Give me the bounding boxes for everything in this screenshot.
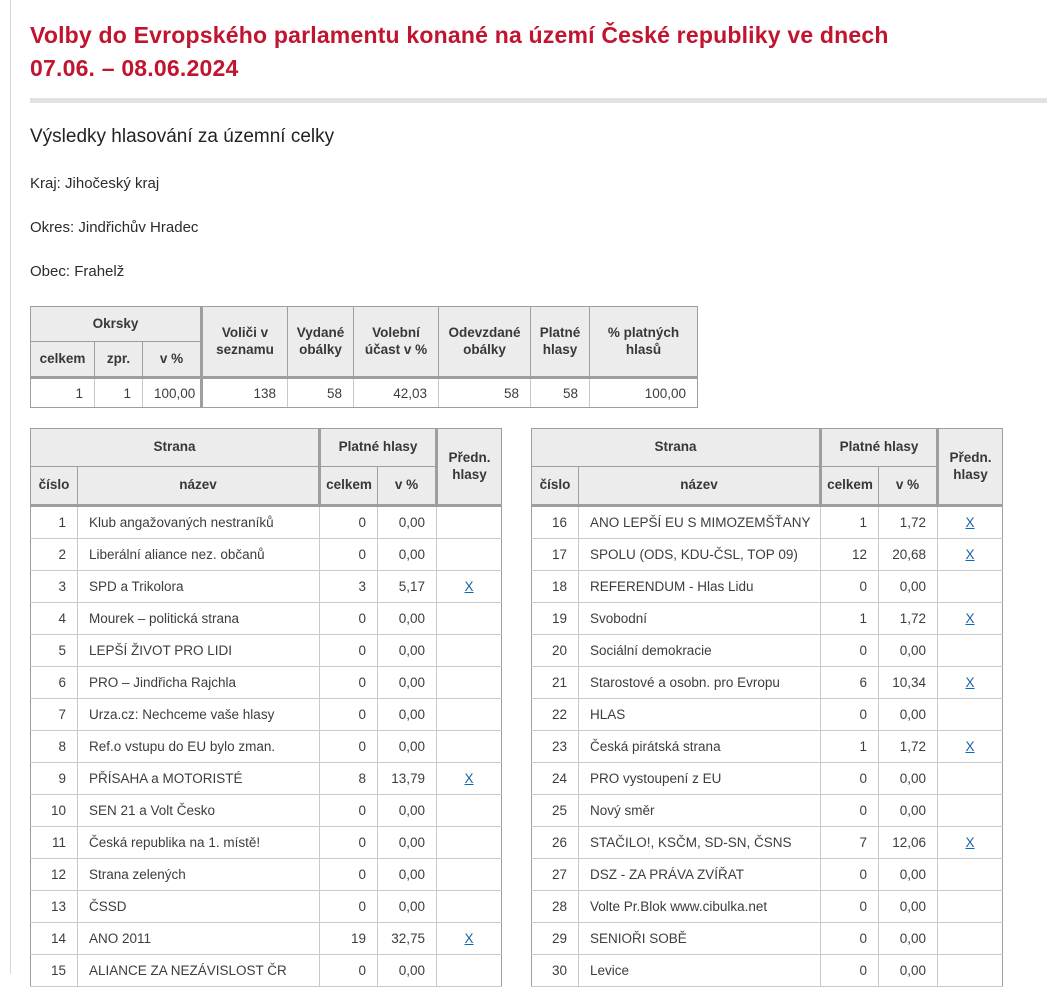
party-votes: 0: [821, 699, 879, 731]
pref-votes-cell: [437, 955, 502, 987]
party-votes: 0: [821, 635, 879, 667]
pref-votes-link[interactable]: X: [965, 835, 975, 850]
party-name: DSZ - ZA PRÁVA ZVÍŘAT: [579, 859, 821, 891]
party-votes: 0: [821, 763, 879, 795]
party-row: [532, 731, 1003, 763]
party-name: PŘÍSAHA a MOTORISTÉ: [78, 763, 320, 795]
party-name: Liberální aliance nez. občanů: [78, 539, 320, 571]
party-votes: 1: [821, 603, 879, 635]
party-number: 8: [31, 731, 78, 763]
party-name: SPD a Trikolora: [78, 571, 320, 603]
pref-votes-cell: [938, 955, 1003, 987]
party-votes: 0: [320, 891, 378, 923]
party-votes: 0: [821, 859, 879, 891]
party-votes: 0: [320, 859, 378, 891]
pref-votes-link[interactable]: X: [965, 675, 975, 690]
party-row: [532, 763, 1003, 795]
party-pct: 0,00: [378, 506, 437, 539]
party-name: PRO vystoupení z EU: [579, 763, 821, 795]
header-okrsky-v-pct: v %: [143, 342, 202, 378]
party-name: ANO LEPŠÍ EU S MIMOZEMŠŤANY: [579, 506, 821, 539]
header-volici-v-seznamu: Voliči v seznamu: [202, 307, 288, 378]
party-votes: 0: [320, 635, 378, 667]
party-name: PRO – Jindřicha Rajchla: [78, 667, 320, 699]
party-name: STAČILO!, KSČM, SD-SN, ČSNS: [579, 827, 821, 859]
party-number: 27: [532, 859, 579, 891]
party-row: [532, 891, 1003, 923]
party-pct: 0,00: [378, 539, 437, 571]
party-votes: 0: [320, 539, 378, 571]
party-row: [31, 827, 502, 859]
pref-votes-cell: [437, 827, 502, 859]
pref-votes-cell: [938, 571, 1003, 603]
party-name: Nový směr: [579, 795, 821, 827]
pref-votes-cell: [938, 763, 1003, 795]
party-pct: 12,06: [879, 827, 938, 859]
header-nazev: název: [78, 467, 320, 506]
party-number: 30: [532, 955, 579, 987]
party-number: 14: [31, 923, 78, 955]
party-row: [31, 859, 502, 891]
party-name: SPOLU (ODS, KDU-ČSL, TOP 09): [579, 539, 821, 571]
party-row: [532, 795, 1003, 827]
pref-votes-cell: [437, 667, 502, 699]
party-name: ČSSD: [78, 891, 320, 923]
party-votes: 0: [320, 955, 378, 987]
pref-votes-link[interactable]: X: [965, 547, 975, 562]
party-name: HLAS: [579, 699, 821, 731]
party-row: [31, 571, 502, 603]
kraj-label: Kraj:: [30, 175, 61, 192]
pref-votes-cell: [938, 891, 1003, 923]
party-pct: 0,00: [879, 571, 938, 603]
pref-votes-cell: [938, 635, 1003, 667]
party-name: Starostové a osobn. pro Evropu: [579, 667, 821, 699]
header-volebni-ucast: Volební účast v %: [354, 307, 439, 378]
pref-votes-cell: [437, 506, 502, 539]
pref-votes-cell: [938, 603, 1003, 635]
header-strana: Strana: [532, 429, 821, 467]
pref-votes-cell: [437, 763, 502, 795]
party-name: Sociální demokracie: [579, 635, 821, 667]
party-number: 13: [31, 891, 78, 923]
header-platne-hlasy: Platné hlasy: [531, 307, 590, 378]
kraj-value: Jihočeský kraj: [65, 175, 160, 192]
summary-odevzdane: 58: [439, 378, 531, 408]
party-number: 29: [532, 923, 579, 955]
party-pct: 0,00: [879, 891, 938, 923]
party-pct: 0,00: [879, 795, 938, 827]
pref-votes-cell: [437, 891, 502, 923]
party-row: [31, 635, 502, 667]
pref-votes-cell: [938, 699, 1003, 731]
party-pct: 0,00: [378, 699, 437, 731]
party-number: 12: [31, 859, 78, 891]
pref-votes-cell: [437, 603, 502, 635]
party-pct: 0,00: [378, 827, 437, 859]
party-row: [532, 506, 1003, 539]
header-okrsky: Okrsky: [31, 307, 202, 342]
title-divider: [30, 98, 1047, 103]
party-name: Ref.o vstupu do EU bylo zman.: [78, 731, 320, 763]
summary-volici: 138: [202, 378, 288, 408]
party-pct: 0,00: [378, 955, 437, 987]
party-name: Urza.cz: Nechceme vaše hlasy: [78, 699, 320, 731]
party-row: [532, 635, 1003, 667]
obec-label: Obec:: [30, 263, 71, 280]
party-number: 26: [532, 827, 579, 859]
pref-votes-link[interactable]: X: [464, 579, 474, 594]
party-name: SENIOŘI SOBĚ: [579, 923, 821, 955]
party-table-left: [30, 428, 502, 987]
party-name: Svobodní: [579, 603, 821, 635]
party-votes: 0: [821, 923, 879, 955]
party-number: 1: [31, 506, 78, 539]
party-pct: 0,00: [378, 795, 437, 827]
pref-votes-cell: [437, 635, 502, 667]
party-votes: 0: [821, 891, 879, 923]
party-pct: 0,00: [378, 731, 437, 763]
pref-votes-link[interactable]: X: [464, 771, 474, 786]
header-platne-hlasy: Platné hlasy: [821, 429, 938, 467]
party-number: 5: [31, 635, 78, 667]
pref-votes-cell: [437, 795, 502, 827]
party-pct: 0,00: [378, 603, 437, 635]
header-vydane-obalky: Vydané obálky: [288, 307, 354, 378]
party-row: [31, 891, 502, 923]
party-number: 19: [532, 603, 579, 635]
party-number: 22: [532, 699, 579, 731]
header-celkem: celkem: [821, 467, 879, 506]
party-votes: 0: [821, 571, 879, 603]
party-number: 15: [31, 955, 78, 987]
party-number: 3: [31, 571, 78, 603]
okres-label: Okres:: [30, 219, 75, 236]
party-number: 6: [31, 667, 78, 699]
pref-votes-cell: [938, 539, 1003, 571]
pref-votes-cell: [437, 539, 502, 571]
party-number: 10: [31, 795, 78, 827]
party-row: [532, 955, 1003, 987]
page-title: [30, 0, 1047, 85]
obec-value: Frahelž: [74, 263, 125, 280]
party-row: [532, 571, 1003, 603]
pref-votes-link[interactable]: X: [965, 515, 975, 530]
party-number: 18: [532, 571, 579, 603]
party-name: LEPŠÍ ŽIVOT PRO LIDI: [78, 635, 320, 667]
pref-votes-cell: [938, 667, 1003, 699]
summary-okrsky-zpr: 1: [95, 378, 143, 408]
party-votes: 0: [320, 699, 378, 731]
party-votes: 0: [320, 731, 378, 763]
party-number: 2: [31, 539, 78, 571]
header-platne-hlasy: Platné hlasy: [320, 429, 437, 467]
header-v-pct: v %: [879, 467, 938, 506]
party-row: [532, 923, 1003, 955]
party-number: 28: [532, 891, 579, 923]
party-name: Mourek – politická strana: [78, 603, 320, 635]
party-number: 24: [532, 763, 579, 795]
party-votes: 7: [821, 827, 879, 859]
party-row: [532, 667, 1003, 699]
party-pct: 0,00: [879, 859, 938, 891]
party-votes: 0: [320, 603, 378, 635]
header-nazev: název: [579, 467, 821, 506]
party-number: 4: [31, 603, 78, 635]
section-title: Výsledky hlasování za územní celky: [30, 126, 335, 147]
party-row: [31, 603, 502, 635]
party-votes: 0: [821, 955, 879, 987]
pref-votes-cell: [437, 699, 502, 731]
party-row: [532, 699, 1003, 731]
party-pct: 10,34: [879, 667, 938, 699]
party-row: [31, 506, 502, 539]
page-content: [30, 0, 1047, 987]
party-name: REFERENDUM - Hlas Lidu: [579, 571, 821, 603]
party-votes: 0: [320, 795, 378, 827]
kraj-line: [30, 175, 1047, 192]
pref-votes-cell: [437, 571, 502, 603]
party-votes: 3: [320, 571, 378, 603]
party-votes: 1: [821, 731, 879, 763]
party-number: 11: [31, 827, 78, 859]
pref-votes-link[interactable]: X: [965, 611, 975, 626]
header-okrsky-zpr: zpr.: [95, 342, 143, 378]
header-odevzdane-obalky: Odevzdané obálky: [439, 307, 531, 378]
party-pct: 1,72: [879, 506, 938, 539]
obec-line: [30, 263, 1047, 280]
pref-votes-cell: [938, 506, 1003, 539]
party-name: ALIANCE ZA NEZÁVISLOST ČR: [78, 955, 320, 987]
page-left-rule: [10, 0, 11, 974]
party-name: Volte Pr.Blok www.cibulka.net: [579, 891, 821, 923]
header-strana: Strana: [31, 429, 320, 467]
party-votes: 12: [821, 539, 879, 571]
pref-votes-link[interactable]: X: [464, 931, 474, 946]
party-votes: 8: [320, 763, 378, 795]
okres-line: [30, 219, 1047, 236]
pref-votes-cell: [437, 731, 502, 763]
summary-okrsky-celkem: 1: [31, 378, 95, 408]
summary-table: [30, 306, 698, 408]
party-row: [31, 923, 502, 955]
party-row: [31, 955, 502, 987]
summary-ucast: 42,03: [354, 378, 439, 408]
header-cislo: číslo: [532, 467, 579, 506]
party-pct: 13,79: [378, 763, 437, 795]
page-title-line1: Volby do Evropského parlamentu konané na území České republiky ve dnech: [30, 22, 889, 48]
party-pct: 0,00: [378, 859, 437, 891]
party-number: 7: [31, 699, 78, 731]
party-row: [31, 795, 502, 827]
header-pct-platnych-hlasu: % platných hlasů: [590, 307, 698, 378]
party-pct: 0,00: [378, 891, 437, 923]
party-votes: 0: [821, 795, 879, 827]
party-pct: 0,00: [378, 667, 437, 699]
summary-pct-platnych: 100,00: [590, 378, 698, 408]
header-celkem: celkem: [320, 467, 378, 506]
party-row: [31, 539, 502, 571]
party-row: [31, 667, 502, 699]
party-number: 17: [532, 539, 579, 571]
party-row: [532, 859, 1003, 891]
okres-value: Jindřichův Hradec: [78, 219, 199, 236]
pref-votes-cell: [938, 827, 1003, 859]
party-votes: 0: [320, 506, 378, 539]
party-pct: 20,68: [879, 539, 938, 571]
party-pct: 0,00: [879, 763, 938, 795]
party-name: Česká republika na 1. místě!: [78, 827, 320, 859]
party-number: 23: [532, 731, 579, 763]
party-pct: 1,72: [879, 603, 938, 635]
party-name: SEN 21 a Volt Česko: [78, 795, 320, 827]
summary-okrsky-v-pct: 100,00: [143, 378, 202, 408]
party-number: 25: [532, 795, 579, 827]
party-pct: 5,17: [378, 571, 437, 603]
party-pct: 0,00: [879, 955, 938, 987]
party-number: 16: [532, 506, 579, 539]
party-number: 20: [532, 635, 579, 667]
pref-votes-cell: [938, 731, 1003, 763]
party-name: Strana zelených: [78, 859, 320, 891]
party-votes: 0: [320, 667, 378, 699]
party-votes: 1: [821, 506, 879, 539]
header-predn-hlasy: Předn. hlasy: [437, 429, 502, 506]
party-name: ANO 2011: [78, 923, 320, 955]
party-tables-row: [30, 428, 1047, 987]
pref-votes-cell: [938, 795, 1003, 827]
party-pct: 0,00: [879, 699, 938, 731]
party-pct: 0,00: [879, 635, 938, 667]
party-name: Levice: [579, 955, 821, 987]
party-table-right: [531, 428, 1003, 987]
party-pct: 32,75: [378, 923, 437, 955]
party-row: [532, 827, 1003, 859]
party-pct: 0,00: [378, 635, 437, 667]
pref-votes-cell: [938, 859, 1003, 891]
party-row: [532, 539, 1003, 571]
pref-votes-link[interactable]: X: [965, 739, 975, 754]
header-v-pct: v %: [378, 467, 437, 506]
party-row: [31, 763, 502, 795]
party-votes: 6: [821, 667, 879, 699]
summary-vydane: 58: [288, 378, 354, 408]
party-pct: 1,72: [879, 731, 938, 763]
pref-votes-cell: [437, 859, 502, 891]
header-cislo: číslo: [31, 467, 78, 506]
party-name: Česká pirátská strana: [579, 731, 821, 763]
party-pct: 0,00: [879, 923, 938, 955]
party-row: [31, 731, 502, 763]
pref-votes-cell: [938, 923, 1003, 955]
summary-platne: 58: [531, 378, 590, 408]
party-row: [31, 699, 502, 731]
party-votes: 0: [320, 827, 378, 859]
summary-data-row: [31, 378, 698, 408]
party-number: 9: [31, 763, 78, 795]
pref-votes-cell: [437, 923, 502, 955]
header-predn-hlasy: Předn. hlasy: [938, 429, 1003, 506]
party-number: 21: [532, 667, 579, 699]
party-row: [532, 603, 1003, 635]
party-name: Klub angažovaných nestraníků: [78, 506, 320, 539]
header-okrsky-celkem: celkem: [31, 342, 95, 378]
page-title-line2: 07.06. – 08.06.2024: [30, 55, 239, 81]
party-votes: 19: [320, 923, 378, 955]
